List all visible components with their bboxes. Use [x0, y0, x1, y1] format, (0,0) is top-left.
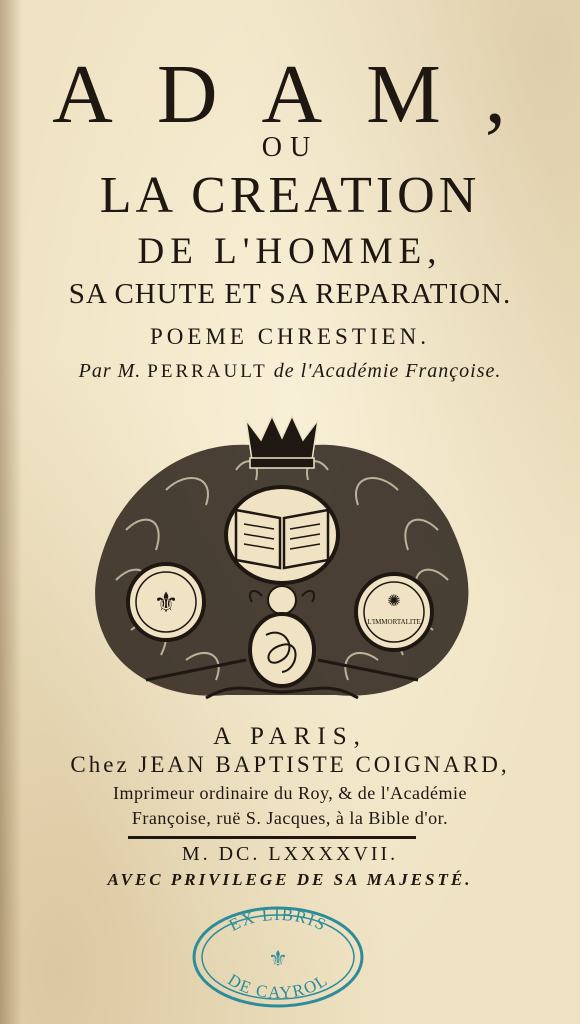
author-suffix: de l'Académie Françoise.	[273, 360, 502, 382]
stamp-top-text: EX LIBRIS	[225, 904, 331, 935]
imprint-printer-role: Imprimeur ordinaire du Roy, & de l'Académie	[113, 783, 467, 803]
immortalite-medallion	[356, 574, 432, 650]
svg-text:✺: ✺	[387, 591, 401, 610]
crown-icon	[246, 416, 318, 468]
subtitle-line-1: LA CREATION	[99, 167, 481, 224]
imprint-rule	[128, 836, 416, 839]
book-title: ADAM,	[52, 48, 550, 141]
fleur-de-lis-icon: ⚜	[268, 947, 288, 972]
imprint-date: M. DC. LXXXXVII.	[181, 843, 399, 865]
genre-line: POEME CHRESTIEN.	[150, 324, 430, 349]
printers-vignette	[86, 410, 478, 710]
monogram-icon	[250, 614, 314, 686]
privilege-line: AVEC PRIVILEGE DE SA MAJESTÉ.	[107, 870, 473, 889]
imprint-printer: Chez JEAN BAPTISTE COIGNARD,	[70, 752, 510, 777]
stamp-bottom-text: DE CAYROL	[224, 970, 332, 1003]
svg-text:⚜: ⚜	[153, 586, 179, 619]
ex-libris-stamp	[190, 904, 366, 1010]
fleur-de-lis-medallion	[128, 564, 204, 640]
medallion-inscription: L'IMMORTALITE	[367, 618, 421, 626]
imprint-address: Françoise, ruë S. Jacques, à la Bible d'or.	[131, 808, 449, 828]
title-conjunction: OU	[261, 132, 319, 163]
subtitle-line-2: DE L'HOMME,	[137, 231, 443, 272]
author-name: PERRAULT	[147, 361, 268, 382]
author-prefix: Par M.	[78, 360, 142, 382]
author-line	[0, 360, 580, 383]
subtitle-line-3: SA CHUTE ET SA REPARATION.	[68, 278, 512, 310]
imprint-city: A PARIS,	[213, 723, 367, 750]
